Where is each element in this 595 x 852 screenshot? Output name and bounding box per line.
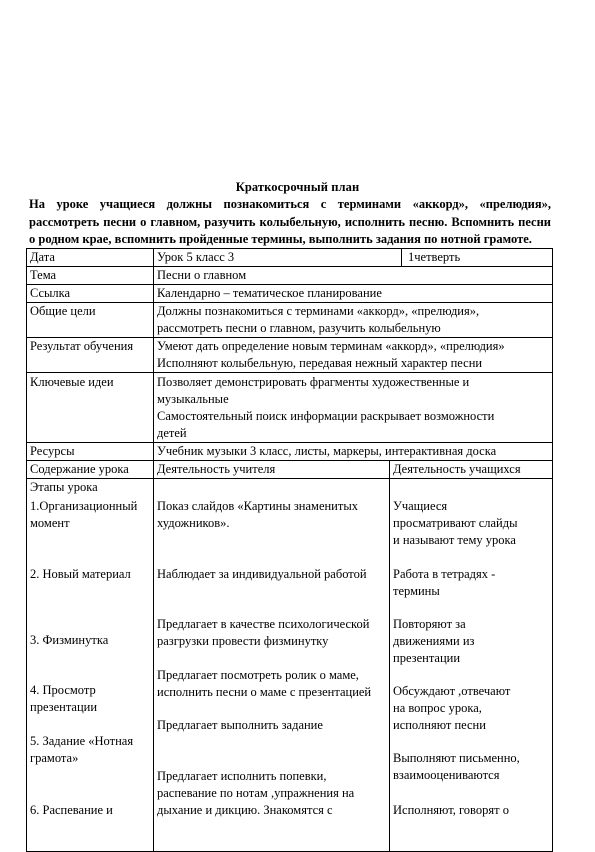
teacher-header: Деятельность учителя — [154, 461, 390, 479]
row-value: Умеют дать определение новым терминам «аккорд», «прелюдия» Исполняют колыбельную, передавая нежный характер песни — [154, 338, 553, 373]
row-label: Общие цели — [27, 303, 154, 338]
teacher-activity: Наблюдает за индивидуальной работой — [157, 567, 367, 581]
row-value: Учебник музыки 3 класс, листы, маркеры, интерактивная доска — [154, 443, 553, 461]
row-value: Должны познакомиться с терминами «аккорд», «прелюдия», рассмотреть песни о главном, разучить колыбельную — [154, 303, 553, 338]
student-activity: и называют тему урока — [393, 533, 516, 547]
table-row — [27, 249, 553, 267]
stages-row — [27, 479, 553, 852]
document-title: Краткосрочный план — [235, 180, 360, 194]
table-row — [27, 303, 553, 338]
stage-label: грамота» — [30, 751, 79, 765]
teacher-activity-column — [154, 479, 390, 852]
table-row — [27, 285, 553, 303]
stages-heading: Этапы урока — [30, 480, 98, 494]
table-row — [27, 267, 553, 285]
teacher-activity: исполнить песни о маме с презентацией — [157, 685, 372, 699]
teacher-activity: дыхание и дикцию. Знакомятся с — [157, 803, 333, 817]
student-activity: на вопрос урока, — [393, 701, 482, 715]
lesson-plan-table — [26, 248, 553, 852]
table-row — [27, 338, 553, 373]
student-activity: движениями из — [393, 634, 475, 648]
stage-label: 6. Распевание и — [30, 803, 113, 817]
date-label-cell: Дата — [27, 249, 154, 267]
student-activity: Повторяют за — [393, 617, 466, 631]
row-value: Позволяет демонстрировать фрагменты художественные и музыкальные Самостоятельный поиск информации раскрывает возможности детей — [154, 373, 553, 443]
stages-column — [27, 479, 154, 852]
table-row — [27, 443, 553, 461]
student-activity: Выполняют письменно, — [393, 751, 520, 765]
student-activity: Работа в тетрадях - — [393, 567, 496, 581]
students-activity-column — [390, 479, 553, 852]
teacher-activity: Показ слайдов «Картины знаменитых — [157, 499, 358, 513]
table-row — [27, 373, 553, 443]
table-header-row — [27, 461, 553, 479]
student-activity: презентации — [393, 651, 461, 665]
stage-label: 3. Физминутка — [30, 633, 109, 647]
row-label: Ссылка — [27, 285, 154, 303]
row-label: Ключевые идеи — [27, 373, 154, 443]
stage-label: 2. Новый материал — [30, 567, 131, 581]
quarter-cell: 1четверть — [402, 249, 553, 267]
teacher-activity: Предлагает исполнить попевки, — [157, 769, 327, 783]
teacher-activity: художников». — [157, 516, 230, 530]
student-activity: Учащиеся — [393, 499, 448, 513]
student-activity: просматривают слайды — [393, 516, 518, 530]
lesson-cell: Урок 5 класс 3 — [154, 249, 402, 267]
teacher-activity: распевание по нотам ,упражнения на — [157, 786, 355, 800]
student-activity: Обсуждают ,отвечают — [393, 684, 511, 698]
row-label: Результат обучения — [27, 338, 154, 373]
teacher-activity: разгрузки провести физминутку — [157, 634, 329, 648]
content-header: Содержание урока — [27, 461, 154, 479]
stage-label: момент — [30, 516, 70, 530]
teacher-activity: Предлагает выполнить задание — [157, 718, 323, 732]
row-label: Тема — [27, 267, 154, 285]
stage-label: 1.Организационный — [30, 499, 138, 513]
row-value: Песни о главном — [154, 267, 553, 285]
teacher-activity: Предлагает в качестве психологической — [157, 617, 370, 631]
stage-label: 4. Просмотр — [30, 683, 96, 697]
student-activity: термины — [393, 584, 440, 598]
students-header: Деятельность учащихся — [390, 461, 553, 479]
intro-paragraph: На уроке учащиеся должны познакомиться с терминами «аккорд», «прелюдия», рассмотреть песни о главном, разучить колыбельную, исполнить песню. Вспомнить песни о родном крае, вспомнить пройденные термины, выполнить задания по нотной грамоте. — [29, 197, 551, 246]
student-activity: Исполняют, говорят о — [393, 803, 509, 817]
stage-label: презентации — [30, 700, 98, 714]
student-activity: взаимооцениваются — [393, 768, 500, 782]
row-label: Ресурсы — [27, 443, 154, 461]
stage-label: 5. Задание «Нотная — [30, 734, 134, 748]
student-activity: исполняют песни — [393, 718, 486, 732]
teacher-activity: Предлагает посмотреть ролик о маме, — [157, 668, 359, 682]
row-value: Календарно – тематическое планирование — [154, 285, 553, 303]
